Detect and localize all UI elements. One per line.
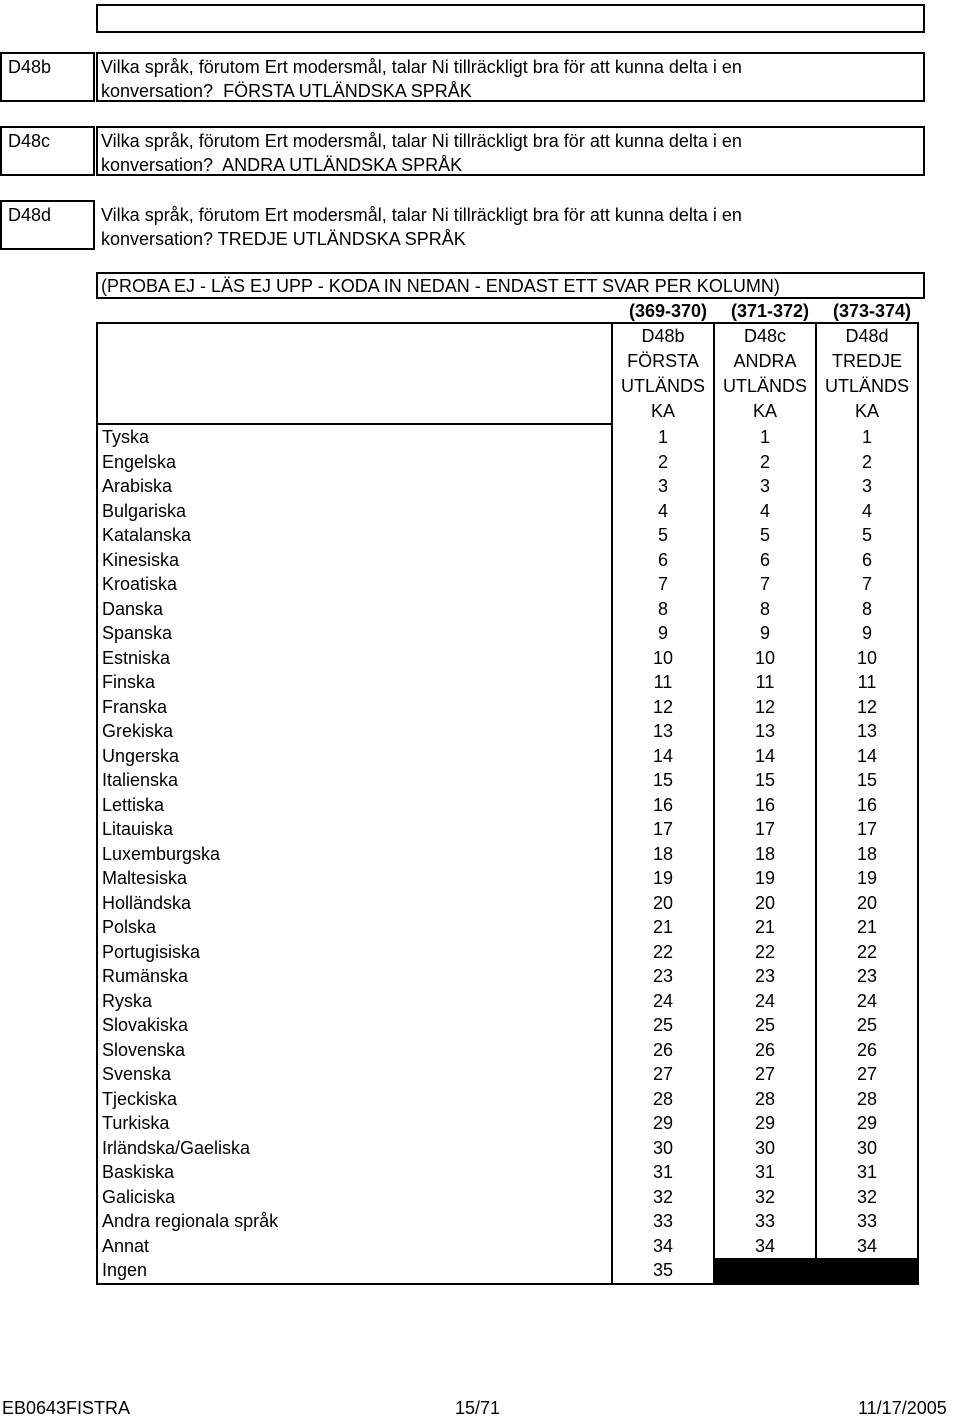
- row-label: Luxemburgska: [97, 842, 612, 867]
- row-code-cell: 5: [816, 523, 918, 548]
- header-code-d48b: D48b: [612, 323, 714, 349]
- row-label: Grekiska: [97, 719, 612, 744]
- row-code-cell: 16: [714, 793, 816, 818]
- row-code-cell: 20: [714, 891, 816, 916]
- row-code-cell: 18: [714, 842, 816, 867]
- table-row: [97, 964, 918, 989]
- row-code-cell: 27: [714, 1062, 816, 1087]
- row-code-cell: 26: [816, 1038, 918, 1063]
- row-code-cell: 9: [714, 621, 816, 646]
- row-label: Bulgariska: [97, 499, 612, 524]
- row-code-cell: 24: [816, 989, 918, 1014]
- row-code-cell: 22: [816, 940, 918, 965]
- table-row: [97, 1038, 918, 1063]
- row-code-cell: 2: [714, 450, 816, 475]
- row-label: Litauiska: [97, 817, 612, 842]
- column-range-d48b: (369-370): [628, 301, 708, 321]
- row-code-cell: 34: [714, 1234, 816, 1259]
- question-text-d48c-line2: konversation? ANDRA UTLÄNDSKA SPRÅK: [101, 155, 463, 175]
- row-label: Galiciska: [97, 1185, 612, 1210]
- row-code-cell: 14: [612, 744, 714, 769]
- row-label: Slovenska: [97, 1038, 612, 1063]
- table-row: [97, 424, 918, 450]
- row-code-cell: 25: [714, 1013, 816, 1038]
- row-code-cell: 20: [612, 891, 714, 916]
- row-code-cell: 20: [816, 891, 918, 916]
- row-label: Turkiska: [97, 1111, 612, 1136]
- language-code-table: [96, 322, 919, 1285]
- table-row: [97, 1062, 918, 1087]
- row-code-cell: 32: [816, 1185, 918, 1210]
- row-code-cell: 25: [612, 1013, 714, 1038]
- row-label: Baskiska: [97, 1160, 612, 1185]
- row-code-cell: 31: [816, 1160, 918, 1185]
- row-code-cell: 6: [816, 548, 918, 573]
- row-code-cell: [714, 1258, 816, 1284]
- row-code-cell: 12: [816, 695, 918, 720]
- table-row: [97, 1185, 918, 1210]
- row-code-cell: 17: [714, 817, 816, 842]
- header-ordinal-d48d: TREDJE: [816, 349, 918, 374]
- row-label: Ungerska: [97, 744, 612, 769]
- table-row: [97, 1160, 918, 1185]
- row-label: Franska: [97, 695, 612, 720]
- row-code-cell: 8: [816, 597, 918, 622]
- row-code-cell: 23: [612, 964, 714, 989]
- table-row: [97, 1111, 918, 1136]
- question-text-d48b-line2: konversation? FÖRSTA UTLÄNDSKA SPRÅK: [101, 81, 472, 101]
- row-code-cell: 22: [714, 940, 816, 965]
- row-code-cell: 32: [714, 1185, 816, 1210]
- row-label: Finska: [97, 670, 612, 695]
- row-code-cell: 13: [612, 719, 714, 744]
- table-row: [97, 621, 918, 646]
- header-row-ordinal: [97, 349, 918, 374]
- row-label: Annat: [97, 1234, 612, 1259]
- row-code-cell: 5: [714, 523, 816, 548]
- question-id-d48b: D48b: [8, 57, 52, 77]
- row-code-cell: 25: [816, 1013, 918, 1038]
- table-row: [97, 891, 918, 916]
- row-code-cell: 16: [816, 793, 918, 818]
- row-label: Engelska: [97, 450, 612, 475]
- header-row-suffix: [97, 399, 918, 424]
- row-code-cell: 10: [816, 646, 918, 671]
- header-code-d48d: D48d: [816, 323, 918, 349]
- row-label: Holländska: [97, 891, 612, 916]
- row-code-cell: 19: [714, 866, 816, 891]
- question-id-d48d: D48d: [8, 205, 52, 225]
- row-code-cell: 1: [612, 424, 714, 450]
- row-label: Svenska: [97, 1062, 612, 1087]
- row-code-cell: 13: [714, 719, 816, 744]
- question-id-d48c: D48c: [8, 131, 51, 151]
- question-text-d48c-line1: Vilka språk, förutom Ert modersmål, talar Ni tillräckligt bra för att kunna delta i en: [101, 131, 742, 151]
- row-label: Ryska: [97, 989, 612, 1014]
- row-label: Irländska/Gaeliska: [97, 1136, 612, 1161]
- row-code-cell: 3: [816, 474, 918, 499]
- row-code-cell: 1: [714, 424, 816, 450]
- row-code-cell: 30: [714, 1136, 816, 1161]
- row-code-cell: 13: [816, 719, 918, 744]
- row-code-cell: 15: [816, 768, 918, 793]
- row-label: Andra regionala språk: [97, 1209, 612, 1234]
- row-label: Arabiska: [97, 474, 612, 499]
- row-code-cell: 9: [816, 621, 918, 646]
- header-suffix-d48d: KA: [816, 399, 918, 424]
- row-label: Danska: [97, 597, 612, 622]
- row-label: Slovakiska: [97, 1013, 612, 1038]
- row-code-cell: 8: [612, 597, 714, 622]
- row-code-cell: 10: [612, 646, 714, 671]
- table-row: [97, 548, 918, 573]
- row-label: Kroatiska: [97, 572, 612, 597]
- table-row: [97, 1136, 918, 1161]
- row-label: Ingen: [97, 1258, 612, 1284]
- table-row: [97, 1087, 918, 1112]
- header-word-d48c: UTLÄNDS: [714, 374, 816, 399]
- table-row: [97, 1209, 918, 1234]
- row-code-cell: 4: [816, 499, 918, 524]
- header-row-code: [97, 323, 918, 349]
- table-row: [97, 670, 918, 695]
- table-row: [97, 523, 918, 548]
- row-code-cell: 12: [714, 695, 816, 720]
- row-label: Rumänska: [97, 964, 612, 989]
- row-code-cell: 18: [816, 842, 918, 867]
- footer-date: 11/17/2005: [858, 1398, 947, 1418]
- row-label: Spanska: [97, 621, 612, 646]
- row-code-cell: 31: [612, 1160, 714, 1185]
- row-code-cell: 11: [714, 670, 816, 695]
- footer-page-number: 15/71: [455, 1398, 501, 1418]
- header-blank: [97, 323, 612, 349]
- row-code-cell: 28: [714, 1087, 816, 1112]
- row-code-cell: 14: [816, 744, 918, 769]
- header-suffix-d48b: KA: [612, 399, 714, 424]
- row-code-cell: 14: [714, 744, 816, 769]
- row-code-cell: 2: [816, 450, 918, 475]
- row-code-cell: 26: [714, 1038, 816, 1063]
- table-row: [97, 842, 918, 867]
- row-code-cell: 35: [612, 1258, 714, 1284]
- table-row: [97, 499, 918, 524]
- row-label: Italienska: [97, 768, 612, 793]
- row-code-cell: 31: [714, 1160, 816, 1185]
- row-code-cell: 9: [612, 621, 714, 646]
- row-code-cell: 4: [714, 499, 816, 524]
- row-code-cell: 4: [612, 499, 714, 524]
- row-code-cell: 30: [612, 1136, 714, 1161]
- table-row: [97, 572, 918, 597]
- header-suffix-d48c: KA: [714, 399, 816, 424]
- header-ordinal-d48c: ANDRA: [714, 349, 816, 374]
- table-row: [97, 450, 918, 475]
- row-label: Tjeckiska: [97, 1087, 612, 1112]
- row-code-cell: 1: [816, 424, 918, 450]
- header-code-d48c: D48c: [714, 323, 816, 349]
- row-code-cell: 21: [612, 915, 714, 940]
- footer-document-id: EB0643FISTRA: [2, 1398, 131, 1418]
- row-label: Lettiska: [97, 793, 612, 818]
- row-code-cell: 17: [816, 817, 918, 842]
- row-code-cell: [816, 1258, 918, 1284]
- row-code-cell: 6: [612, 548, 714, 573]
- header-row-word: [97, 374, 918, 399]
- table-row: [97, 695, 918, 720]
- question-text-d48d-line1: Vilka språk, förutom Ert modersmål, talar Ni tillräckligt bra för att kunna delta i en: [101, 205, 742, 225]
- table-row: [97, 793, 918, 818]
- row-code-cell: 24: [714, 989, 816, 1014]
- row-code-cell: 34: [816, 1234, 918, 1259]
- table-row: [97, 817, 918, 842]
- row-code-cell: 15: [714, 768, 816, 793]
- table-row: [97, 768, 918, 793]
- table-row: [97, 1234, 918, 1259]
- row-code-cell: 29: [714, 1111, 816, 1136]
- row-label: Katalanska: [97, 523, 612, 548]
- row-code-cell: 12: [612, 695, 714, 720]
- row-label: Maltesiska: [97, 866, 612, 891]
- row-label: Portugisiska: [97, 940, 612, 965]
- row-code-cell: 27: [816, 1062, 918, 1087]
- table-row: [97, 719, 918, 744]
- row-code-cell: 28: [612, 1087, 714, 1112]
- row-code-cell: 7: [612, 572, 714, 597]
- table-row: [97, 1258, 918, 1284]
- question-text-d48b-line1: Vilka språk, förutom Ert modersmål, talar Ni tillräckligt bra för att kunna delta i en: [101, 57, 742, 77]
- table-row: [97, 744, 918, 769]
- row-code-cell: 5: [612, 523, 714, 548]
- row-code-cell: 21: [714, 915, 816, 940]
- row-code-cell: 26: [612, 1038, 714, 1063]
- row-code-cell: 6: [714, 548, 816, 573]
- row-code-cell: 21: [816, 915, 918, 940]
- header-ordinal-d48b: FÖRSTA: [612, 349, 714, 374]
- row-code-cell: 3: [714, 474, 816, 499]
- row-code-cell: 17: [612, 817, 714, 842]
- row-code-cell: 33: [714, 1209, 816, 1234]
- row-code-cell: 11: [816, 670, 918, 695]
- row-code-cell: 27: [612, 1062, 714, 1087]
- question-text-d48d-line2: konversation? TREDJE UTLÄNDSKA SPRÅK: [101, 229, 466, 249]
- row-code-cell: 18: [612, 842, 714, 867]
- table-row: [97, 989, 918, 1014]
- row-code-cell: 23: [714, 964, 816, 989]
- row-code-cell: 16: [612, 793, 714, 818]
- table-row: [97, 474, 918, 499]
- table-row: [97, 1013, 918, 1038]
- row-code-cell: 29: [816, 1111, 918, 1136]
- row-code-cell: 33: [816, 1209, 918, 1234]
- row-code-cell: 19: [612, 866, 714, 891]
- header-blank: [97, 349, 612, 374]
- row-code-cell: 22: [612, 940, 714, 965]
- header-word-d48d: UTLÄNDS: [816, 374, 918, 399]
- row-code-cell: 23: [816, 964, 918, 989]
- row-code-cell: 7: [714, 572, 816, 597]
- table-row: [97, 940, 918, 965]
- row-code-cell: 3: [612, 474, 714, 499]
- row-label: Kinesiska: [97, 548, 612, 573]
- header-blank: [97, 374, 612, 399]
- row-code-cell: 29: [612, 1111, 714, 1136]
- row-code-cell: 11: [612, 670, 714, 695]
- row-label: Estniska: [97, 646, 612, 671]
- row-code-cell: 7: [816, 572, 918, 597]
- row-code-cell: 34: [612, 1234, 714, 1259]
- column-range-d48d: (373-374): [832, 301, 912, 321]
- row-label: Polska: [97, 915, 612, 940]
- row-code-cell: 8: [714, 597, 816, 622]
- table-row: [97, 866, 918, 891]
- top-empty-box: [96, 4, 925, 33]
- column-range-d48c: (371-372): [730, 301, 810, 321]
- table-row: [97, 646, 918, 671]
- row-code-cell: 33: [612, 1209, 714, 1234]
- row-code-cell: 19: [816, 866, 918, 891]
- header-word-d48b: UTLÄNDS: [612, 374, 714, 399]
- header-blank: [97, 399, 612, 424]
- row-code-cell: 10: [714, 646, 816, 671]
- table-row: [97, 597, 918, 622]
- row-code-cell: 24: [612, 989, 714, 1014]
- row-code-cell: 30: [816, 1136, 918, 1161]
- row-code-cell: 15: [612, 768, 714, 793]
- row-label: Tyska: [97, 424, 612, 450]
- instruction-text: (PROBA EJ - LÄS EJ UPP - KODA IN NEDAN - ENDAST ETT SVAR PER KOLUMN): [101, 276, 780, 296]
- row-code-cell: 2: [612, 450, 714, 475]
- table-row: [97, 915, 918, 940]
- row-code-cell: 28: [816, 1087, 918, 1112]
- row-code-cell: 32: [612, 1185, 714, 1210]
